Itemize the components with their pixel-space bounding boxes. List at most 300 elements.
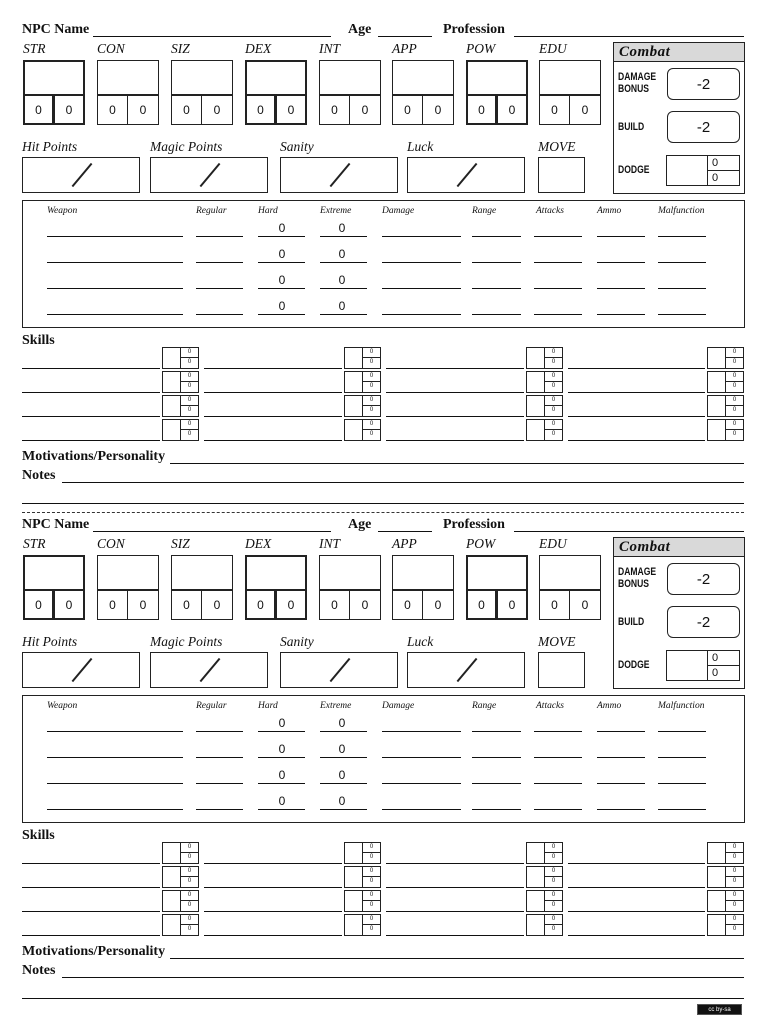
- skill-fifth-value: 0: [551, 854, 556, 860]
- weapon-row-0-col-6[interactable]: [534, 731, 582, 732]
- characteristic-value-siz[interactable]: [171, 555, 233, 591]
- skill-half-value: 0: [187, 349, 192, 355]
- weapons-header-weapon: Weapon: [47, 206, 78, 216]
- derived-field-1[interactable]: [150, 157, 268, 193]
- derived-field-4[interactable]: [538, 652, 585, 688]
- skill-half-value: 0: [187, 373, 192, 379]
- skill-name-field-0-3[interactable]: [568, 368, 705, 369]
- skill-fifth-value: 0: [369, 926, 374, 932]
- skill-half-value: 0: [187, 421, 192, 427]
- weapon-row-0-col-2[interactable]: [258, 236, 305, 237]
- skill-fifth-value: 0: [732, 878, 737, 884]
- skills-label: Skills: [22, 333, 55, 348]
- characteristic-half-pow: 0: [466, 94, 497, 125]
- skill-half-value: 0: [551, 349, 556, 355]
- weapon-row-1-col-8[interactable]: [658, 757, 706, 758]
- notes-label: Notes: [22, 963, 56, 978]
- weapon-row-0-col-8[interactable]: [658, 236, 706, 237]
- weapon-row-3-col-1[interactable]: [196, 809, 243, 810]
- weapon-row-3-col-3[interactable]: [320, 809, 367, 810]
- characteristic-label-int: INT: [319, 41, 341, 56]
- skill-half-value: 0: [732, 373, 737, 379]
- weapon-row-3-col-2[interactable]: [258, 314, 305, 315]
- weapon-row-0-col-7[interactable]: [597, 236, 645, 237]
- damage-bonus-value[interactable]: -2: [667, 68, 740, 100]
- skill-fifth-value: 0: [551, 359, 556, 365]
- weapon-row-0-col-0[interactable]: [47, 731, 183, 732]
- skill-name-field-3-1[interactable]: [204, 935, 342, 936]
- weapon-row-3-col-7[interactable]: [597, 809, 645, 810]
- derived-field-3[interactable]: [407, 652, 525, 688]
- weapons-header-malfunction: Malfunction: [658, 206, 705, 216]
- characteristic-value-con[interactable]: [97, 555, 159, 591]
- derived-label-2: Sanity: [280, 139, 314, 154]
- motivations-label: Motivations/Personality: [22, 449, 166, 464]
- characteristic-label-edu: EDU: [539, 41, 567, 56]
- skill-name-field-3-1[interactable]: [204, 440, 342, 441]
- skills-label: Skills: [22, 828, 55, 843]
- skill-fifth-value: 0: [732, 902, 737, 908]
- skill-half-value: 0: [551, 373, 556, 379]
- skill-fifth-value: 0: [187, 902, 192, 908]
- weapon-row-1-col-3[interactable]: [320, 757, 367, 758]
- skill-name-field-0-1[interactable]: [204, 863, 342, 864]
- skill-name-field-0-1[interactable]: [204, 368, 342, 369]
- weapon-row-1-col-5[interactable]: [472, 262, 521, 263]
- skill-name-field-0-2[interactable]: [386, 863, 524, 864]
- dodge-label: DODGE: [618, 164, 650, 176]
- characteristic-fifth-siz: 0: [201, 94, 233, 125]
- characteristic-label-siz: SIZ: [171, 536, 190, 551]
- weapon-row-2-hard: 0: [278, 768, 286, 782]
- weapon-row-3-col-4[interactable]: [382, 809, 461, 810]
- motivations-field[interactable]: [170, 463, 744, 464]
- skill-fifth-value: 0: [187, 359, 192, 365]
- derived-label-2: Sanity: [280, 634, 314, 649]
- derived-field-0[interactable]: [22, 157, 140, 193]
- weapon-row-2-col-6[interactable]: [534, 288, 582, 289]
- characteristic-fifth-dex: 0: [275, 94, 307, 125]
- weapon-row-3-hard: 0: [278, 794, 286, 808]
- weapon-row-3-col-8[interactable]: [658, 809, 706, 810]
- characteristic-value-app[interactable]: [392, 60, 454, 96]
- derived-divider-0: [72, 658, 93, 682]
- skill-fifth-value: 0: [187, 878, 192, 884]
- weapon-row-3-hard: 0: [278, 299, 286, 313]
- skill-fifth-value: 0: [732, 383, 737, 389]
- skill-fifth-value: 0: [369, 431, 374, 437]
- characteristic-label-int: INT: [319, 536, 341, 551]
- characteristic-half-dex: 0: [245, 94, 276, 125]
- skill-half-value: 0: [732, 916, 737, 922]
- weapons-header-malfunction: Malfunction: [658, 701, 705, 711]
- derived-divider-2: [330, 658, 351, 682]
- npc-name-field[interactable]: [93, 36, 331, 37]
- characteristic-half-pow: 0: [466, 589, 497, 620]
- skill-half-value: 0: [732, 892, 737, 898]
- weapons-table: [22, 695, 745, 823]
- damage-bonus-label-2: BONUS: [618, 83, 649, 95]
- characteristic-label-str: STR: [23, 536, 46, 551]
- characteristic-value-app[interactable]: [392, 555, 454, 591]
- weapon-row-3-col-8[interactable]: [658, 314, 706, 315]
- skill-name-field-1-0[interactable]: [22, 887, 160, 888]
- characteristic-label-app: APP: [392, 41, 417, 56]
- weapon-row-2-col-4[interactable]: [382, 288, 461, 289]
- skill-name-field-2-0[interactable]: [22, 416, 160, 417]
- weapon-row-2-extreme: 0: [338, 273, 346, 287]
- dodge-half: 0: [707, 650, 740, 666]
- characteristic-value-pow[interactable]: [466, 60, 528, 96]
- weapon-row-3-col-5[interactable]: [472, 314, 521, 315]
- weapon-row-2-col-8[interactable]: [658, 288, 706, 289]
- weapon-row-3-col-3[interactable]: [320, 314, 367, 315]
- skill-name-field-1-1[interactable]: [204, 887, 342, 888]
- derived-divider-0: [72, 163, 93, 187]
- characteristic-fifth-edu: 0: [569, 589, 601, 620]
- weapon-row-2-col-3[interactable]: [320, 288, 367, 289]
- build-value[interactable]: -2: [667, 111, 740, 143]
- skill-name-field-3-2[interactable]: [386, 935, 524, 936]
- weapons-header-damage: Damage: [382, 701, 415, 711]
- weapon-row-1-col-4[interactable]: [382, 262, 461, 263]
- weapon-row-0-col-2[interactable]: [258, 731, 305, 732]
- skill-name-field-3-0[interactable]: [22, 440, 160, 441]
- weapon-row-0-extreme: 0: [338, 716, 346, 730]
- motivations-label: Motivations/Personality: [22, 944, 166, 959]
- derived-divider-3: [457, 658, 478, 682]
- dodge-label: DODGE: [618, 659, 650, 671]
- characteristic-value-dex[interactable]: [245, 555, 307, 591]
- characteristic-fifth-con: 0: [127, 589, 159, 620]
- weapon-row-3-col-5[interactable]: [472, 809, 521, 810]
- skill-half-value: 0: [551, 844, 556, 850]
- skill-half-value: 0: [369, 373, 374, 379]
- derived-field-2[interactable]: [280, 652, 398, 688]
- derived-label-0: Hit Points: [22, 139, 78, 154]
- weapon-row-0-col-1[interactable]: [196, 731, 243, 732]
- derived-label-4: MOVE: [538, 634, 576, 649]
- weapon-row-0-hard: 0: [278, 221, 286, 235]
- weapons-header-ammo: Ammo: [597, 206, 622, 216]
- weapon-row-1-col-1[interactable]: [196, 262, 243, 263]
- weapons-header-hard: Hard: [258, 206, 278, 216]
- derived-label-4: MOVE: [538, 139, 576, 154]
- derived-divider-1: [200, 658, 221, 682]
- characteristic-label-dex: DEX: [245, 41, 272, 56]
- weapon-row-1-col-3[interactable]: [320, 262, 367, 263]
- weapon-row-0-col-7[interactable]: [597, 731, 645, 732]
- weapon-row-0-col-3[interactable]: [320, 731, 367, 732]
- combat-title: Combat: [619, 539, 671, 555]
- skill-fifth-value: 0: [369, 902, 374, 908]
- skill-fifth-value: 0: [369, 359, 374, 365]
- skill-name-field-2-3[interactable]: [568, 911, 705, 912]
- characteristic-value-dex[interactable]: [245, 60, 307, 96]
- characteristic-value-int[interactable]: [319, 60, 381, 96]
- weapon-row-0-col-4[interactable]: [382, 731, 461, 732]
- skill-fifth-value: 0: [187, 407, 192, 413]
- skill-name-field-3-3[interactable]: [568, 935, 705, 936]
- notes-label: Notes: [22, 468, 56, 483]
- skill-name-field-2-1[interactable]: [204, 911, 342, 912]
- weapon-row-2-col-4[interactable]: [382, 783, 461, 784]
- skill-fifth-value: 0: [551, 407, 556, 413]
- derived-label-0: Hit Points: [22, 634, 78, 649]
- characteristic-fifth-str: 0: [53, 589, 85, 620]
- skill-name-field-3-0[interactable]: [22, 935, 160, 936]
- weapon-row-1-col-2[interactable]: [258, 262, 305, 263]
- characteristic-half-con: 0: [97, 589, 128, 620]
- derived-label-1: Magic Points: [150, 634, 223, 649]
- weapon-row-1-col-6[interactable]: [534, 757, 582, 758]
- characteristic-fifth-app: 0: [422, 589, 454, 620]
- combat-title: Combat: [619, 44, 671, 60]
- weapons-header-ammo: Ammo: [597, 701, 622, 711]
- weapon-row-0-col-5[interactable]: [472, 731, 521, 732]
- damage-bonus-label-1: DAMAGE: [618, 71, 657, 83]
- skill-name-field-0-2[interactable]: [386, 368, 524, 369]
- characteristic-half-edu: 0: [539, 94, 570, 125]
- weapons-header-attacks: Attacks: [536, 206, 564, 216]
- characteristic-fifth-str: 0: [53, 94, 85, 125]
- skill-half-value: 0: [369, 349, 374, 355]
- characteristic-fifth-int: 0: [349, 589, 381, 620]
- skill-name-field-2-1[interactable]: [204, 416, 342, 417]
- weapon-row-3-col-4[interactable]: [382, 314, 461, 315]
- weapon-row-2-col-1[interactable]: [196, 288, 243, 289]
- weapon-row-2-col-0[interactable]: [47, 783, 183, 784]
- weapon-row-1-hard: 0: [278, 247, 286, 261]
- notes-field[interactable]: [62, 482, 744, 483]
- damage-bonus-label-2: BONUS: [618, 578, 649, 590]
- characteristic-value-int[interactable]: [319, 555, 381, 591]
- skill-fifth-value: 0: [732, 431, 737, 437]
- characteristic-half-con: 0: [97, 94, 128, 125]
- skill-half-value: 0: [732, 421, 737, 427]
- skill-fifth-value: 0: [732, 407, 737, 413]
- weapons-header-damage: Damage: [382, 206, 415, 216]
- profession-field[interactable]: [514, 36, 744, 37]
- skill-fifth-value: 0: [187, 926, 192, 932]
- weapon-row-3-col-2[interactable]: [258, 809, 305, 810]
- derived-field-0[interactable]: [22, 652, 140, 688]
- skill-fifth-value: 0: [732, 926, 737, 932]
- build-label: BUILD: [618, 121, 645, 133]
- footer-rule: [22, 998, 744, 999]
- characteristic-value-con[interactable]: [97, 60, 159, 96]
- weapons-header-range: Range: [472, 701, 497, 711]
- weapon-row-0-col-3[interactable]: [320, 236, 367, 237]
- characteristic-label-dex: DEX: [245, 536, 272, 551]
- damage-bonus-value[interactable]: -2: [667, 563, 740, 595]
- skill-fifth-value: 0: [187, 383, 192, 389]
- skill-half-value: 0: [732, 397, 737, 403]
- weapons-header-regular: Regular: [196, 701, 227, 711]
- characteristic-half-str: 0: [23, 589, 54, 620]
- npc-name-label: NPC Name: [22, 517, 90, 532]
- weapon-row-2-col-1[interactable]: [196, 783, 243, 784]
- weapon-row-2-col-6[interactable]: [534, 783, 582, 784]
- age-label: Age: [348, 517, 372, 532]
- weapon-row-2-col-5[interactable]: [472, 288, 521, 289]
- characteristic-label-edu: EDU: [539, 536, 567, 551]
- skill-half-value: 0: [369, 844, 374, 850]
- weapon-row-3-col-1[interactable]: [196, 314, 243, 315]
- profession-label: Profession: [443, 517, 505, 532]
- derived-field-3[interactable]: [407, 157, 525, 193]
- skill-fifth-value: 0: [369, 878, 374, 884]
- skill-fifth-value: 0: [551, 383, 556, 389]
- weapon-row-3-extreme: 0: [338, 299, 346, 313]
- skill-fifth-value: 0: [551, 878, 556, 884]
- characteristic-fifth-app: 0: [422, 94, 454, 125]
- weapon-row-0-col-6[interactable]: [534, 236, 582, 237]
- weapon-row-1-hard: 0: [278, 742, 286, 756]
- derived-label-3: Luck: [407, 634, 434, 649]
- weapon-row-2-col-7[interactable]: [597, 288, 645, 289]
- age-field[interactable]: [378, 36, 432, 37]
- skill-name-field-0-3[interactable]: [568, 863, 705, 864]
- skill-name-field-2-2[interactable]: [386, 416, 524, 417]
- weapon-row-2-col-0[interactable]: [47, 288, 183, 289]
- characteristic-fifth-con: 0: [127, 94, 159, 125]
- characteristic-fifth-int: 0: [349, 94, 381, 125]
- weapon-row-2-col-3[interactable]: [320, 783, 367, 784]
- weapon-row-3-col-7[interactable]: [597, 314, 645, 315]
- skill-name-field-1-2[interactable]: [386, 392, 524, 393]
- dodge-fifth: 0: [707, 665, 740, 681]
- weapon-row-1-col-6[interactable]: [534, 262, 582, 263]
- weapons-header-weapon: Weapon: [47, 701, 78, 711]
- weapon-row-2-col-8[interactable]: [658, 783, 706, 784]
- weapon-row-2-col-2[interactable]: [258, 783, 305, 784]
- skill-half-value: 0: [369, 868, 374, 874]
- weapon-row-1-col-0[interactable]: [47, 262, 183, 263]
- weapons-header-attacks: Attacks: [536, 701, 564, 711]
- characteristic-value-str[interactable]: [23, 60, 85, 96]
- notes-extra-line[interactable]: [22, 503, 744, 504]
- weapon-row-1-col-1[interactable]: [196, 757, 243, 758]
- characteristic-fifth-dex: 0: [275, 589, 307, 620]
- weapon-row-2-col-5[interactable]: [472, 783, 521, 784]
- derived-field-2[interactable]: [280, 157, 398, 193]
- weapon-row-1-col-4[interactable]: [382, 757, 461, 758]
- age-field[interactable]: [378, 531, 432, 532]
- skill-fifth-value: 0: [187, 854, 192, 860]
- skill-name-field-0-0[interactable]: [22, 863, 160, 864]
- skill-name-field-2-2[interactable]: [386, 911, 524, 912]
- characteristic-fifth-pow: 0: [496, 94, 528, 125]
- skill-name-field-1-0[interactable]: [22, 392, 160, 393]
- weapon-row-1-col-0[interactable]: [47, 757, 183, 758]
- weapons-header-extreme: Extreme: [320, 206, 352, 216]
- skill-half-value: 0: [369, 892, 374, 898]
- skill-name-field-1-3[interactable]: [568, 392, 705, 393]
- skill-fifth-value: 0: [732, 359, 737, 365]
- skill-name-field-0-0[interactable]: [22, 368, 160, 369]
- build-label: BUILD: [618, 616, 645, 628]
- npc-name-field[interactable]: [93, 531, 331, 532]
- characteristic-label-con: CON: [97, 536, 125, 551]
- license-badge-text: cc by-sa: [708, 1006, 731, 1013]
- weapon-row-3-col-6[interactable]: [534, 809, 582, 810]
- skill-name-field-2-3[interactable]: [568, 416, 705, 417]
- derived-field-4[interactable]: [538, 157, 585, 193]
- characteristic-half-edu: 0: [539, 589, 570, 620]
- characteristic-label-siz: SIZ: [171, 41, 190, 56]
- characteristic-label-app: APP: [392, 536, 417, 551]
- skill-fifth-value: 0: [551, 902, 556, 908]
- characteristic-half-str: 0: [23, 94, 54, 125]
- weapon-row-1-col-7[interactable]: [597, 262, 645, 263]
- profession-field[interactable]: [514, 531, 744, 532]
- weapon-row-0-col-0[interactable]: [47, 236, 183, 237]
- skill-name-field-3-3[interactable]: [568, 440, 705, 441]
- skill-name-field-1-2[interactable]: [386, 887, 524, 888]
- weapon-row-2-col-7[interactable]: [597, 783, 645, 784]
- derived-divider-3: [457, 163, 478, 187]
- characteristic-value-edu[interactable]: [539, 60, 601, 96]
- characteristic-fifth-siz: 0: [201, 589, 233, 620]
- derived-field-1[interactable]: [150, 652, 268, 688]
- characteristic-fifth-pow: 0: [496, 589, 528, 620]
- derived-divider-2: [330, 163, 351, 187]
- weapon-row-2-hard: 0: [278, 273, 286, 287]
- characteristic-value-siz[interactable]: [171, 60, 233, 96]
- characteristic-half-app: 0: [392, 589, 423, 620]
- weapon-row-1-col-8[interactable]: [658, 262, 706, 263]
- weapon-row-1-col-2[interactable]: [258, 757, 305, 758]
- characteristic-value-edu[interactable]: [539, 555, 601, 591]
- weapons-header-regular: Regular: [196, 206, 227, 216]
- skill-half-value: 0: [551, 916, 556, 922]
- weapon-row-0-col-4[interactable]: [382, 236, 461, 237]
- dodge-half: 0: [707, 155, 740, 171]
- derived-label-1: Magic Points: [150, 139, 223, 154]
- characteristic-half-siz: 0: [171, 94, 202, 125]
- weapon-row-2-col-2[interactable]: [258, 288, 305, 289]
- skill-name-field-1-3[interactable]: [568, 887, 705, 888]
- skill-half-value: 0: [551, 397, 556, 403]
- build-value[interactable]: -2: [667, 606, 740, 638]
- skill-fifth-value: 0: [369, 854, 374, 860]
- characteristic-label-str: STR: [23, 41, 46, 56]
- weapon-row-3-col-0[interactable]: [47, 314, 183, 315]
- weapon-row-0-col-1[interactable]: [196, 236, 243, 237]
- notes-field[interactable]: [62, 977, 744, 978]
- characteristic-half-int: 0: [319, 94, 350, 125]
- skill-name-field-3-2[interactable]: [386, 440, 524, 441]
- cut-line: [22, 512, 744, 513]
- weapon-row-3-col-0[interactable]: [47, 809, 183, 810]
- motivations-field[interactable]: [170, 958, 744, 959]
- skill-half-value: 0: [551, 892, 556, 898]
- skill-half-value: 0: [369, 421, 374, 427]
- skill-fifth-value: 0: [369, 383, 374, 389]
- damage-bonus-label-1: DAMAGE: [618, 566, 657, 578]
- skill-name-field-2-0[interactable]: [22, 911, 160, 912]
- weapons-table: [22, 200, 745, 328]
- weapon-row-0-col-8[interactable]: [658, 731, 706, 732]
- weapon-row-3-col-6[interactable]: [534, 314, 582, 315]
- skill-name-field-1-1[interactable]: [204, 392, 342, 393]
- characteristic-value-pow[interactable]: [466, 555, 528, 591]
- characteristic-value-str[interactable]: [23, 555, 85, 591]
- weapon-row-1-col-5[interactable]: [472, 757, 521, 758]
- weapon-row-1-col-7[interactable]: [597, 757, 645, 758]
- weapon-row-0-col-5[interactable]: [472, 236, 521, 237]
